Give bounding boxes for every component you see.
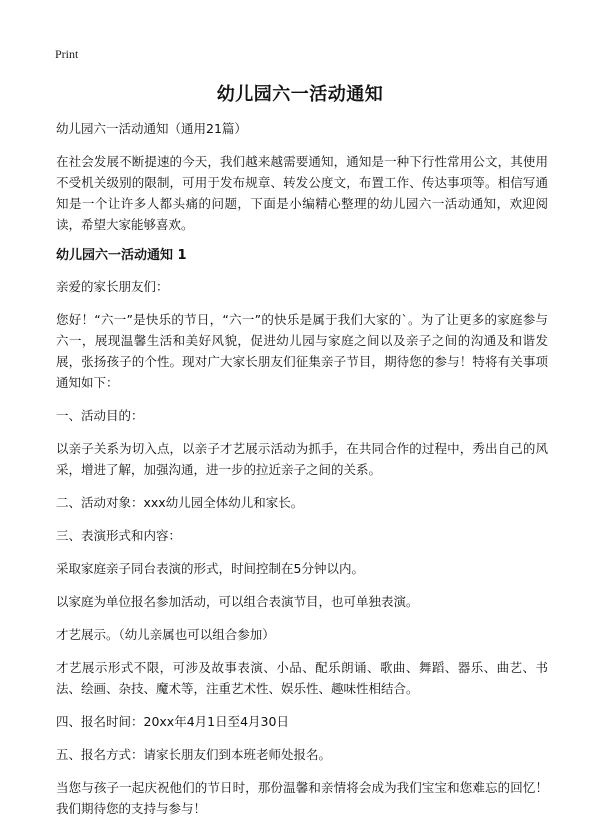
paragraph-participants: 二、活动对象：xxx幼儿园全体幼儿和家长。 bbox=[56, 495, 304, 510]
heading-format: 三、表演形式和内容： bbox=[56, 528, 182, 543]
paragraph-format-time: 采取家庭亲子同台表演的形式，时间控制在5分钟以内。 bbox=[56, 561, 364, 576]
heading-purpose: 一、活动目的： bbox=[56, 408, 144, 423]
document-subtitle: 幼儿园六一活动通知（通用21篇） bbox=[56, 121, 247, 136]
paragraph-closing: 当您与孩子一起庆祝他们的节日时，那份温馨和亲情将会成为我们宝宝和您难忘的回忆！我们期待您的支持与参与！ bbox=[56, 780, 548, 816]
paragraph-greeting: 亲爱的家长朋友们： bbox=[56, 279, 169, 294]
print-link[interactable]: Print bbox=[55, 47, 79, 61]
document-title: 幼儿园六一活动通知 bbox=[216, 84, 384, 105]
paragraph-signup-method: 五、报名方式：请家长朋友们到本班老师处报名。 bbox=[56, 747, 332, 762]
paragraph-purpose: 以亲子关系为切入点，以亲子才艺展示活动为抓手，在共同合作的过程中，秀出自己的风采，增进了解，加强沟通，进一步的拉近亲子之间的关系。 bbox=[56, 441, 548, 477]
paragraph-talent-forms: 才艺展示形式不限，可涉及故事表演、小品、配乐朗诵、歌曲、舞蹈、器乐、曲艺、书法、绘画、杂技、魔术等，注重艺术性、娱乐性、趣味性相结合。 bbox=[56, 660, 548, 696]
paragraph-talent-show: 才艺展示。（幼儿亲属也可以组合参加） bbox=[56, 627, 275, 642]
intro-paragraph: 在社会发展不断提速的今天，我们越来越需要通知，通知是一种下行性常用公文，其使用不受机关级别的限制，可用于发布规章、转发公度文，布置工作、传达事项等。相信写通知是一个让许多人都头痛的问题，下面是小编精心整理的幼儿园六一活动通知，欢迎阅读，希望大家能够喜欢。 bbox=[56, 154, 548, 232]
document-body bbox=[56, 118, 548, 831]
paragraph-signup-time: 四、报名时间：20xx年4月1日至4月30日 bbox=[56, 714, 289, 729]
section-title: 幼儿园六一活动通知 1 bbox=[56, 248, 187, 263]
paragraph-format-unit: 以家庭为单位报名参加活动，可以组合表演节目，也可单独表演。 bbox=[56, 594, 419, 609]
paragraph-opening: 您好！“六一”是快乐的节日，“六一”的快乐是属于我们大家的`。为了让更多的家庭参与六一，展现温馨生活和美好风貌，促进幼儿园与家庭之间以及亲子之间的沟通及和谐发展，张扬孩子的个性。现对广大家长朋友们征集亲子节目，期待您的参与！特将有关事项通知如下： bbox=[56, 312, 548, 390]
